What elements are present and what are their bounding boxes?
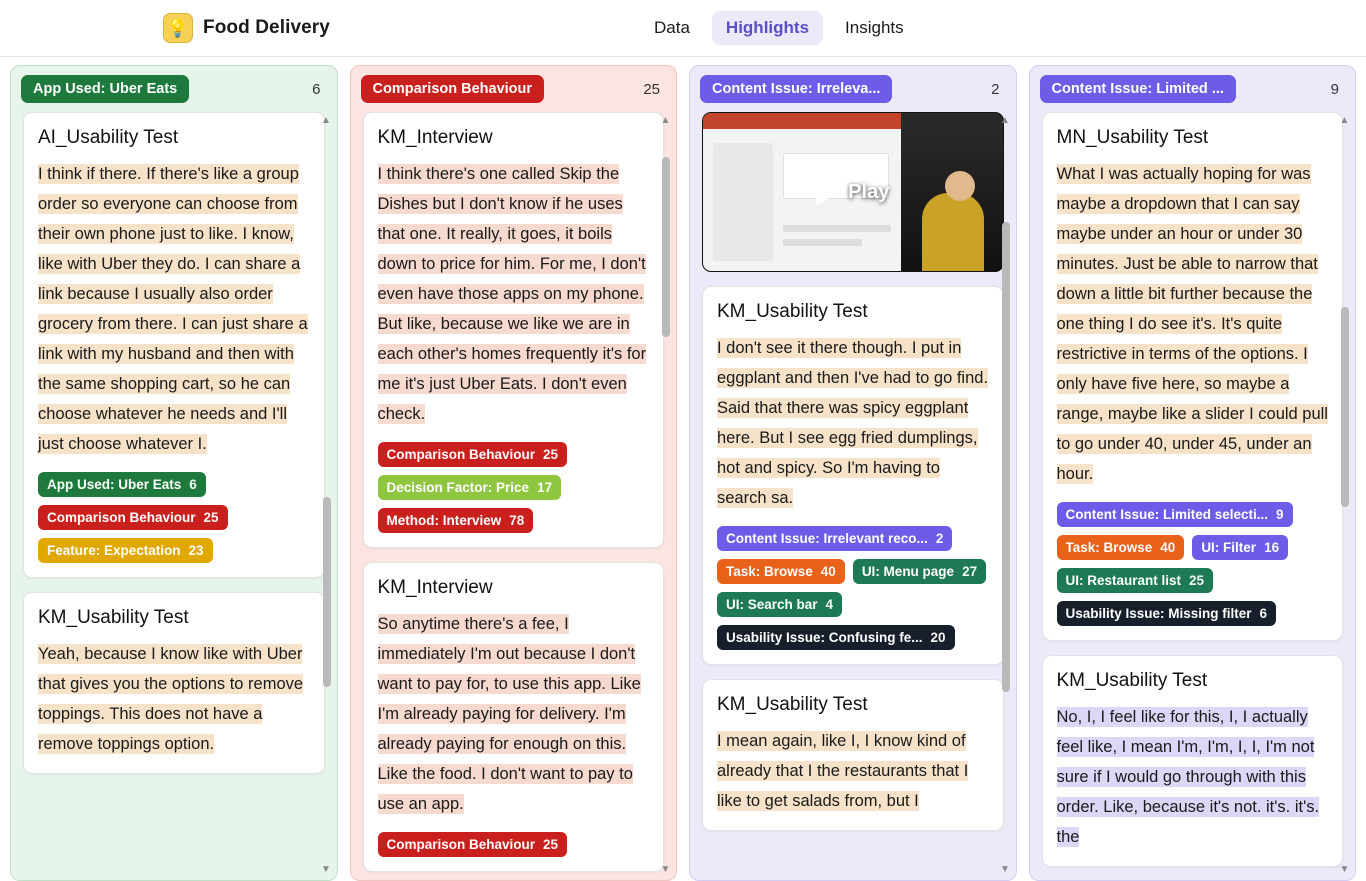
scroll-up-icon[interactable]: ▲ <box>1339 115 1350 126</box>
card-title: KM_Interview <box>377 577 493 598</box>
highlight-card[interactable] <box>363 112 665 548</box>
play-button[interactable] <box>816 178 889 206</box>
scroll-down-icon[interactable]: ▼ <box>321 864 331 875</box>
tag-count: 6 <box>189 477 197 492</box>
tag-label: UI: Restaurant list <box>1065 573 1182 588</box>
highlight-card[interactable] <box>702 679 1004 831</box>
column-scrollbar[interactable] <box>1339 112 1352 880</box>
quote-highlight: What I was actually hoping for was maybe a dropdown that I can say maybe under an hour or under 30 minutes. Just be able to narrow that down a little bit further because the one thing I do see it's. It's quite restrictive in terms of the options. I only have five here, so maybe a range, maybe like a slider I could pull to go under 40, under 45, under an hour. <box>1056 165 1328 483</box>
scrollbar-thumb[interactable] <box>323 497 331 687</box>
card-title: KM_Usability Test <box>717 301 868 322</box>
column-scrollbar[interactable] <box>1000 112 1013 880</box>
tag-label: UI: Filter <box>1201 540 1257 555</box>
tag-count: 27 <box>962 564 978 579</box>
tag-chip[interactable] <box>378 442 568 467</box>
highlight-card[interactable] <box>1042 655 1344 867</box>
scrollbar-thumb[interactable] <box>1341 307 1349 507</box>
tag-chip[interactable] <box>378 508 534 533</box>
scrollbar-thumb[interactable] <box>662 157 670 337</box>
highlight-card[interactable] <box>702 286 1004 665</box>
scroll-up-icon[interactable]: ▲ <box>660 115 671 126</box>
column-count: 9 <box>1330 80 1339 98</box>
tag-label: UI: Search bar <box>726 597 818 612</box>
quote-highlight: So anytime there's a fee, I immediately I'm out because I don't want to pay for, to use this app. Like I'm already paying for delivery. I'm already paying for enough on this. Like the food. I don't want to pay to use an app. <box>377 615 641 813</box>
tag-label: Decision Factor: Price <box>386 480 530 495</box>
tag-count: 23 <box>188 543 204 558</box>
brand <box>163 13 330 43</box>
column-card-list <box>351 112 677 880</box>
highlight-card[interactable] <box>363 562 665 872</box>
column-title-chip[interactable]: Content Issue: Limited ... <box>1040 75 1236 103</box>
column-card-list <box>1030 112 1356 880</box>
column-scrollbar[interactable] <box>660 112 673 880</box>
tab-data[interactable]: Data <box>654 18 690 37</box>
card-quote <box>378 159 650 429</box>
tag-count: 25 <box>543 837 559 852</box>
tag-chip[interactable] <box>717 592 842 617</box>
tag-chip[interactable] <box>717 625 955 650</box>
tag-chip[interactable] <box>378 475 562 500</box>
card-quote <box>38 639 310 759</box>
tag-chip[interactable] <box>1192 535 1288 560</box>
card-tag-list <box>1057 502 1329 626</box>
column-title-chip[interactable]: Content Issue: Irreleva... <box>700 75 892 103</box>
highlight-card[interactable] <box>23 112 325 578</box>
card-tag-list <box>38 472 310 563</box>
card-quote <box>378 609 650 819</box>
tag-label: Feature: Expectation <box>47 543 181 558</box>
tag-label: Usability Issue: Missing filter <box>1065 606 1252 621</box>
quote-highlight: I think if there. If there's like a group order so everyone can choose from their own phone just to like. I know, like with Uber they do. I can share a link because I usually also order grocery from there. I can just share a link with my husband and then with the same shopping cart, so he can choose whatever he needs and I'll just choose whatever I. <box>38 165 308 453</box>
video-webcam-feed <box>901 113 1003 271</box>
tab-highlights[interactable]: Highlights <box>712 11 823 45</box>
page-title: Food Delivery <box>203 17 330 38</box>
tag-count: 4 <box>825 597 834 612</box>
tag-count: 40 <box>1160 540 1176 555</box>
quote-highlight: I don't see it there though. I put in eggplant and then I've had to go find. Said that there was spicy eggplant here. But I see egg fried dumplings, hot and spicy. So I'm having to search sa. <box>717 339 989 507</box>
tag-count: 6 <box>1259 606 1268 621</box>
column-count: 6 <box>312 80 321 98</box>
card-title: KM_Usability Test <box>717 694 868 715</box>
tag-label: Comparison Behaviour <box>47 510 196 525</box>
tag-label: Comparison Behaviour <box>386 447 536 462</box>
card-title: KM_Usability Test <box>38 607 189 628</box>
column-card-list <box>690 112 1016 880</box>
card-tag-list <box>378 832 650 857</box>
card-title: KM_Usability Test <box>1056 670 1208 691</box>
tag-label: Task: Browse <box>1065 540 1153 555</box>
tag-count: 20 <box>930 630 946 645</box>
tag-count: 25 <box>1189 573 1205 588</box>
column-app-used-uber-eats <box>10 65 338 881</box>
play-icon <box>816 178 838 206</box>
tag-label: Content Issue: Limited selecti... <box>1065 507 1269 522</box>
tag-label: Comparison Behaviour <box>386 837 536 852</box>
column-scrollbar[interactable] <box>321 112 334 880</box>
tag-label: UI: Menu page <box>861 564 955 579</box>
scroll-down-icon[interactable]: ▼ <box>660 864 671 875</box>
highlights-board <box>0 57 1366 881</box>
tag-label: App Used: Uber Eats <box>47 477 182 492</box>
tag-count: 78 <box>509 513 525 528</box>
column-count: 2 <box>991 80 1000 98</box>
tag-count: 16 <box>1264 540 1280 555</box>
card-tag-list <box>717 526 989 650</box>
tag-chip[interactable] <box>38 538 213 563</box>
tag-count: 25 <box>203 510 219 525</box>
scroll-down-icon[interactable]: ▼ <box>1000 864 1010 875</box>
tag-count: 25 <box>543 447 559 462</box>
column-content-issue-irrelevant <box>689 65 1017 881</box>
tag-chip[interactable] <box>1057 568 1214 593</box>
quote-highlight: Yeah, because I know like with Uber that gives you the options to remove toppings. This does not have a remove toppings option. <box>38 645 304 753</box>
card-tag-list <box>378 442 650 533</box>
tag-chip[interactable] <box>1057 535 1185 560</box>
column-count: 25 <box>643 80 660 98</box>
tag-label: Content Issue: Irrelevant reco... <box>726 531 928 546</box>
scroll-down-icon[interactable]: ▼ <box>1339 864 1350 875</box>
column-header <box>351 66 677 112</box>
play-label: Play <box>848 180 890 203</box>
quote-highlight: No, I, I feel like for this, I, I actually feel like, I mean I'm, I'm, I, I, I'm not sure if I would go through with this order. Like, because it's not. it's. it's. the <box>1056 708 1320 846</box>
tag-chip[interactable] <box>853 559 986 584</box>
video-player-card[interactable] <box>702 112 1004 272</box>
lightbulb-icon: 💡 <box>163 13 193 43</box>
tag-chip[interactable] <box>717 559 845 584</box>
tag-chip[interactable] <box>1057 601 1277 626</box>
highlight-card[interactable] <box>1042 112 1344 641</box>
highlight-card[interactable] <box>23 592 325 774</box>
quote-highlight: I think there's one called Skip the Dishes but I don't know if he uses that one. It really, it goes, it boils down to price for him. For me, I don't even have those apps on my phone. But like, because we like we are in each other's homes frequently it's for me it's just Uber Eats. I don't even check. <box>377 165 647 423</box>
tag-chip[interactable] <box>38 472 206 497</box>
tag-count: 40 <box>820 564 836 579</box>
card-title: MN_Usability Test <box>1056 127 1209 148</box>
tag-label: Task: Browse <box>726 564 813 579</box>
column-content-issue-limited <box>1029 65 1357 881</box>
tag-chip[interactable] <box>378 832 568 857</box>
column-title-chip[interactable]: App Used: Uber Eats <box>21 75 189 103</box>
card-quote <box>1057 159 1329 489</box>
card-title: AI_Usability Test <box>38 127 179 148</box>
tag-count: 2 <box>935 531 944 546</box>
card-quote <box>717 333 989 513</box>
main-nav <box>640 11 918 45</box>
column-card-list <box>11 112 337 880</box>
quote-highlight: I mean again, like I, I know kind of already that I the restaurants that I like to get salads from, but I <box>717 732 969 810</box>
tag-label: Usability Issue: Confusing fe... <box>726 630 923 645</box>
column-header <box>1030 66 1356 112</box>
scroll-up-icon[interactable]: ▲ <box>321 115 331 126</box>
tag-count: 17 <box>537 480 553 495</box>
column-header <box>690 66 1016 112</box>
card-quote <box>38 159 310 459</box>
tag-label: Method: Interview <box>386 513 502 528</box>
tag-count: 9 <box>1276 507 1284 522</box>
tag-chip[interactable] <box>1057 502 1293 527</box>
scrollbar-thumb[interactable] <box>1002 222 1010 692</box>
column-header <box>11 66 337 112</box>
column-comparison-behaviour <box>350 65 678 881</box>
tag-chip[interactable] <box>717 526 952 551</box>
scroll-up-icon[interactable]: ▲ <box>1000 115 1010 126</box>
card-quote <box>1057 702 1329 852</box>
top-bar <box>0 0 1366 57</box>
tab-insights[interactable]: Insights <box>845 18 904 37</box>
tag-chip[interactable] <box>38 505 228 530</box>
card-title: KM_Interview <box>377 127 493 148</box>
column-title-chip[interactable]: Comparison Behaviour <box>361 75 545 103</box>
card-quote <box>717 726 989 816</box>
